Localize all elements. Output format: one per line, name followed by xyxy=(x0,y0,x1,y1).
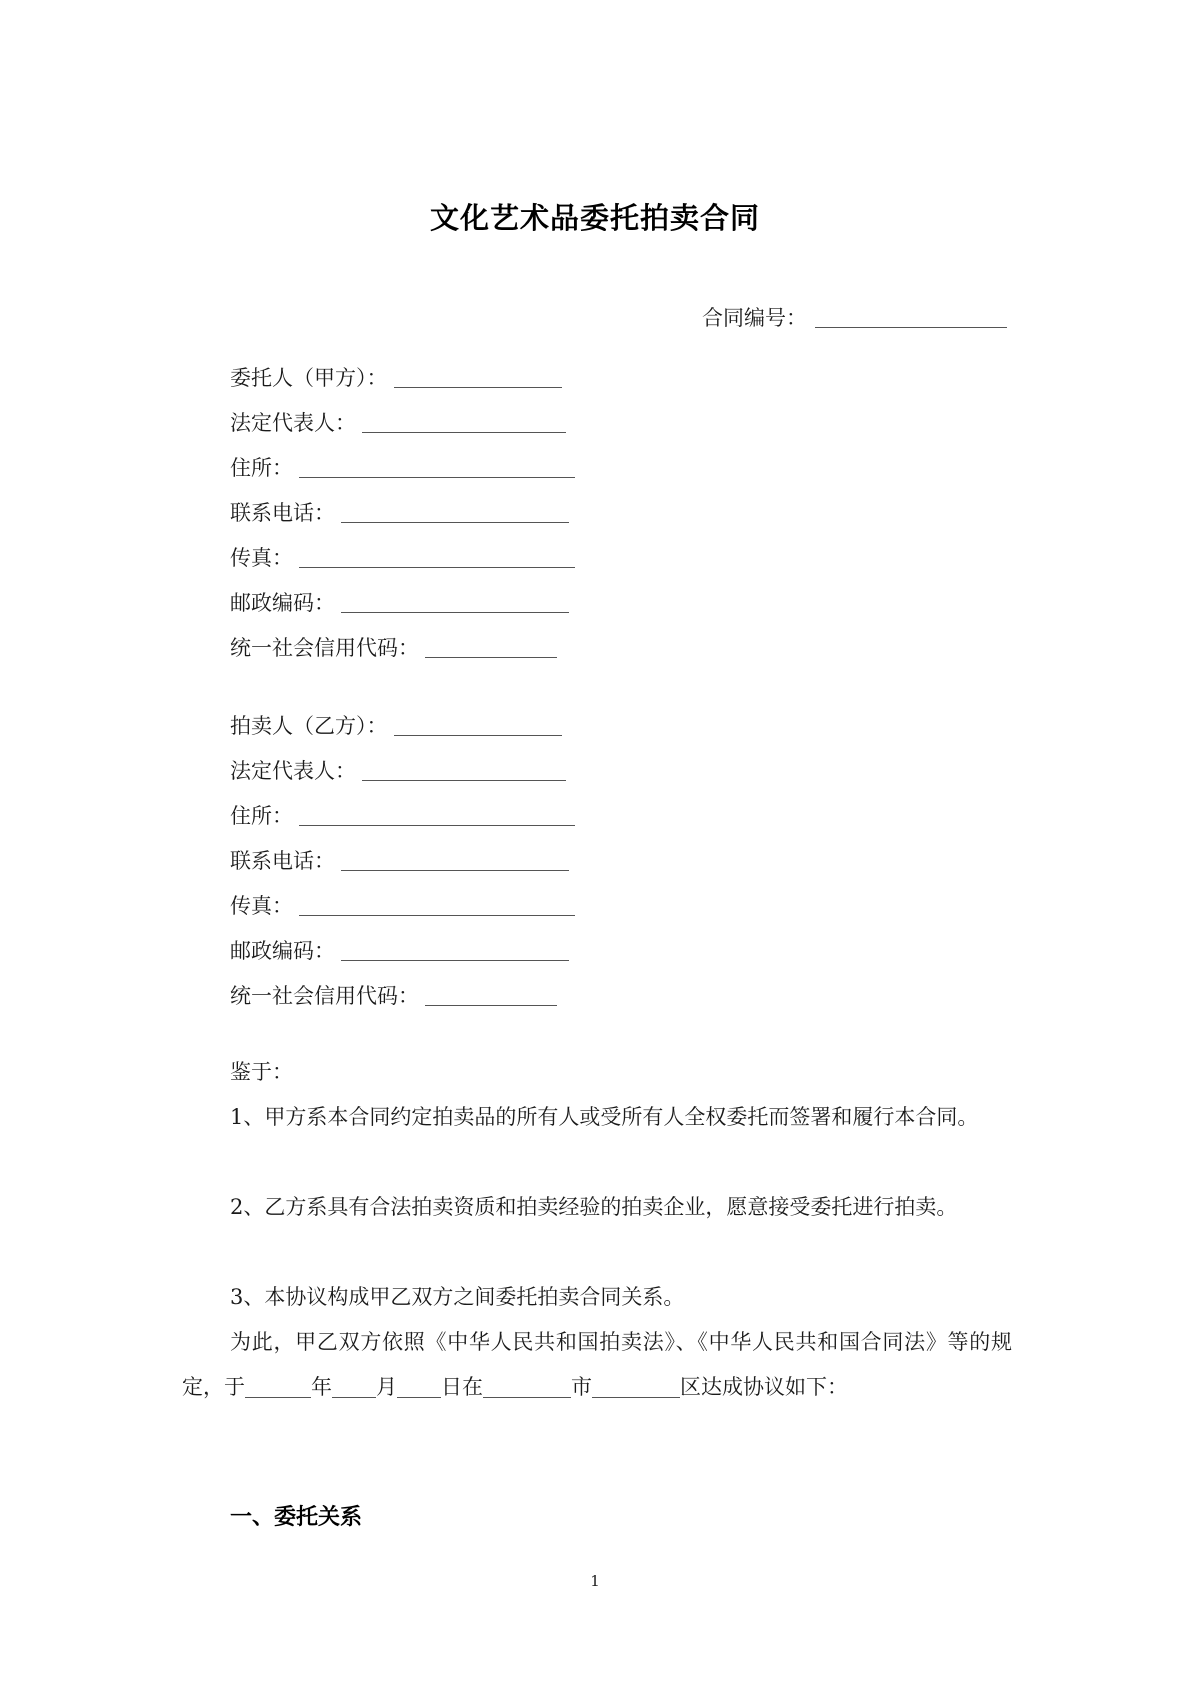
party-b-fax-field xyxy=(230,890,575,920)
field-blank xyxy=(394,369,562,388)
recitals-closing xyxy=(182,1320,1012,1410)
field-label: 联系电话： xyxy=(230,501,335,525)
field-label: 邮政编码： xyxy=(230,591,335,615)
party-a-postcode-field xyxy=(230,587,569,617)
party-b-postcode-field xyxy=(230,935,569,965)
field-blank xyxy=(362,414,566,433)
page-number: 1 xyxy=(590,1572,600,1590)
field-blank xyxy=(394,717,562,736)
field-blank xyxy=(341,942,569,961)
field-blank xyxy=(299,549,575,568)
field-label: 拍卖人（乙方）： xyxy=(230,714,388,738)
field-label: 传真： xyxy=(230,894,293,918)
field-blank xyxy=(299,897,575,916)
contract-number-blank xyxy=(815,309,1007,328)
party-a-fax-field xyxy=(230,542,575,572)
field-label: 住所： xyxy=(230,456,293,480)
field-blank xyxy=(341,504,569,523)
field-blank xyxy=(299,459,575,478)
field-label: 法定代表人： xyxy=(230,411,356,435)
year-label: 年 xyxy=(311,1375,332,1399)
recital-item-3: 3、本协议构成甲乙双方之间委托拍卖合同关系。 xyxy=(230,1285,685,1309)
field-blank xyxy=(362,762,566,781)
recitals-intro: 鉴于： xyxy=(230,1060,293,1084)
city-label: 市 xyxy=(571,1375,592,1399)
party-a-address-field xyxy=(230,452,575,482)
party-b-auctioneer-field xyxy=(230,710,562,740)
recital-item-2: 2、乙方系具有合法拍卖资质和拍卖经验的拍卖企业，愿意接受委托进行拍卖。 xyxy=(230,1195,958,1219)
field-label: 邮政编码： xyxy=(230,939,335,963)
party-a-phone-field xyxy=(230,497,569,527)
field-blank xyxy=(299,807,575,826)
month-blank xyxy=(332,1375,376,1398)
field-label: 传真： xyxy=(230,546,293,570)
field-label: 法定代表人： xyxy=(230,759,356,783)
recital-item-1: 1、甲方系本合同约定拍卖品的所有人或受所有人全权委托而签署和履行本合同。 xyxy=(230,1105,979,1129)
contract-number-label: 合同编号： xyxy=(702,306,807,330)
month-label: 月 xyxy=(376,1375,397,1399)
year-blank xyxy=(245,1375,311,1398)
party-b-phone-field xyxy=(230,845,569,875)
field-blank xyxy=(425,639,557,658)
closing-text: 为此，甲乙双方依照《中华人民共和国拍卖法》、《中华人民共和国合同法》等的规定，于 xyxy=(182,1330,1012,1399)
field-label: 统一社会信用代码： xyxy=(230,636,419,660)
document-title: 文化艺术品委托拍卖合同 xyxy=(429,201,760,235)
party-b-credit-code-field xyxy=(230,980,557,1010)
day-blank xyxy=(397,1375,441,1398)
field-label: 住所： xyxy=(230,804,293,828)
party-a-credit-code-field xyxy=(230,632,557,662)
field-blank xyxy=(341,594,569,613)
day-label: 日在 xyxy=(441,1375,483,1399)
party-b-address-field xyxy=(230,800,575,830)
district-label: 区达成协议如下： xyxy=(680,1375,848,1399)
field-label: 委托人（甲方）： xyxy=(230,366,388,390)
contract-number-row xyxy=(702,302,1007,332)
party-a-principal-field xyxy=(230,362,562,392)
district-blank xyxy=(592,1375,680,1398)
field-label: 统一社会信用代码： xyxy=(230,984,419,1008)
party-a-legal-rep-field xyxy=(230,407,566,437)
field-blank xyxy=(341,852,569,871)
field-blank xyxy=(425,987,557,1006)
party-b-legal-rep-field xyxy=(230,755,566,785)
field-label: 联系电话： xyxy=(230,849,335,873)
section-heading: 一、委托关系 xyxy=(230,1504,363,1530)
city-blank xyxy=(483,1375,571,1398)
